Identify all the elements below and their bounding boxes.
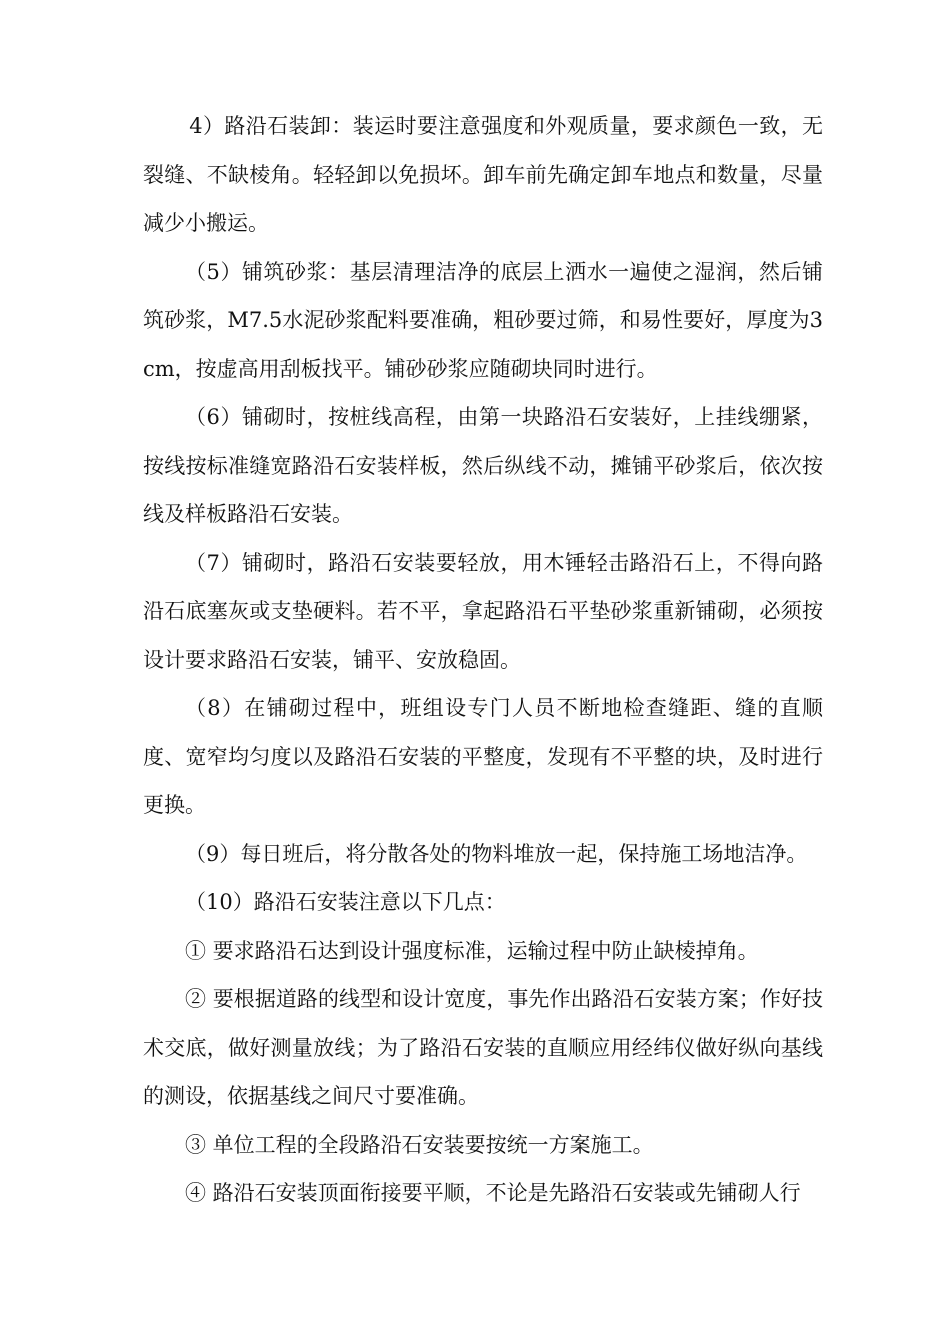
paragraph-laying-gently: （7）铺砌时，路沿石安装要轻放，用木锤轻击路沿石上，不得向路沿石底塞灰或支垫硬料。若不平，拿起路沿石平垫砂浆重新铺砌，必须按设计要求路沿石安装，铺平、安放稳固。: [143, 550, 823, 672]
list-item-1: ① 要求路沿石达到设计强度标准，运输过程中防止缺棱掉角。: [185, 938, 759, 963]
paragraph-mortar-paving: （5）铺筑砂浆：基层清理洁净的底层上洒水一遍使之湿润，然后铺筑砂浆，M7.5水泥砂浆配料要准确，粗砂要过筛，和易性要好，厚度为3cm，按虚高用刮板找平。铺砂砂浆应随砌块同时进行。: [143, 259, 823, 381]
paragraph-inspection: （8）在铺砌过程中，班组设专门人员不断地检查缝距、缝的直顺度、宽窄均匀度以及路沿石安装的平整度，发现有不平整的块，及时进行更换。: [143, 696, 823, 817]
document-body: [143, 102, 823, 1218]
paragraph-daily-cleanup: （9）每日班后，将分散各处的物料堆放一起，保持施工场地洁净。: [185, 841, 808, 866]
paragraph-curb-stone-loading: 4）路沿石装卸：装运时要注意强度和外观质量，要求颜色一致，无裂缝、不缺棱角。轻轻卸以免损坏。卸车前先确定卸车地点和数量，尽量减少小搬运。: [143, 114, 823, 235]
list-item-3: ③ 单位工程的全段路沿石安装要按统一方案施工。: [185, 1132, 654, 1157]
paragraph-laying-by-stake-line: （6）铺砌时，按桩线高程，由第一块路沿石安装好，上挂线绷紧，按线按标准缝宽路沿石安装样板，然后纵线不动，摊铺平砂浆后，依次按线及样板路沿石安装。: [143, 405, 823, 526]
list-item-4: ④ 路沿石安装顶面衔接要平顺，不论是先路沿石安装或先铺砌人行: [185, 1181, 801, 1205]
paragraph-notes-heading: （10）路沿石安装注意以下几点：: [185, 890, 506, 914]
list-item-2: ② 要根据道路的线型和设计宽度，事先作出路沿石安装方案；作好技术交底，做好测量放线；为了路沿石安装的直顺应用经纬仪做好纵向基线的测设，依据基线之间尺寸要准确。: [143, 987, 823, 1108]
